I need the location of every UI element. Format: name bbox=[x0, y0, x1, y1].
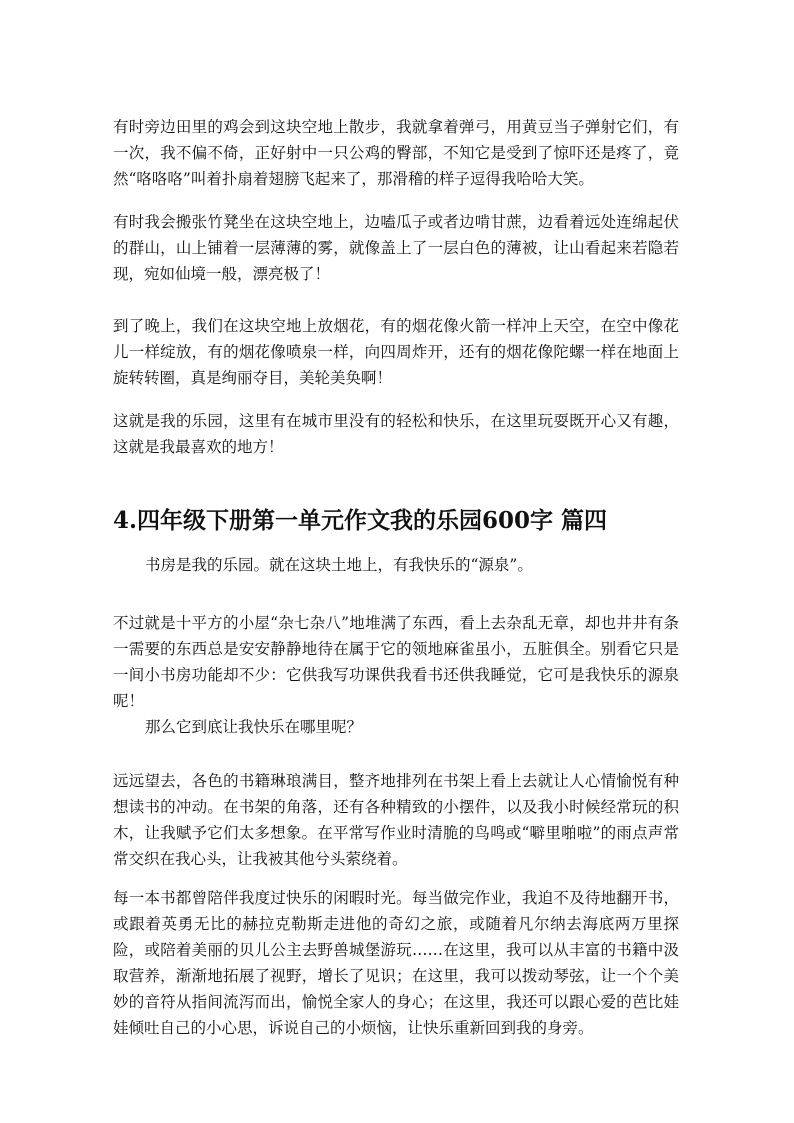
section-heading: 4.四年级下册第一单元作文我的乐园600字 篇四 bbox=[113, 507, 608, 534]
paragraph-question: 那么它到底让我快乐在哪里呢？ bbox=[145, 718, 363, 736]
paragraph-bookshelf: 远远望去，各色的书籍琳琅满目，整齐地排列在书架上看上去就让人心情愉悦有种想读书的冲动。在书架的角落，还有各种精致的小摆件，以及我小时候经常玩的积木，让我赋予它们太多想象。在平常写作业时清脆的鸟鸣或“噼里啪啦”的雨点声常常交织在我心头，让我被其他兮头萦绕着。 bbox=[113, 772, 679, 868]
paragraph-chicken: 有时旁边田里的鸡会到这块空地上散步，我就拿着弹弓，用黄豆当子弹射它们，有一次，我不偏不倚，正好射中一只公鸡的臀部，不知它是受到了惊吓还是疼了，竟然“咯咯咯”叫着扑扇着翅膀飞起来了，那滑稽的样子逗得我哈哈大笑。 bbox=[113, 118, 679, 188]
paragraph-reading: 每一本书都曾陪伴我度过快乐的闲暇时光。每当做完作业，我迫不及待地翻开书，或跟着英勇无比的赫拉克勒斯走进他的奇幻之旅，或随着凡尔纳去海底两万里探险，或陪着美丽的贝儿公主去野兽城堡游玩……在这里，我可以从丰富的书籍中汲取营养，渐渐地拓展了视野，增长了见识；在这里，我可以拨动琴弦，让一个个美妙的音符从指间流泻而出，愉悦全家人的身心；在这里，我还可以跟心爱的芭比娃娃倾吐自己的小心思，诉说自己的小烦恼，让快乐重新回到我的身旁。 bbox=[113, 889, 679, 1037]
paragraph-mountains: 有时我会搬张竹凳坐在这块空地上，边嗑瓜子或者边啃甘蔗，边看着远处连绵起伏的群山，山上铺着一层薄薄的雾，就像盖上了一层白色的薄被，让山看起来若隐若现，宛如仙境一般，漂亮极了！ bbox=[113, 213, 679, 283]
paragraph-conclusion: 这就是我的乐园，这里有在城市里没有的轻松和快乐，在这里玩耍既开心又有趣，这就是我最喜欢的地方！ bbox=[113, 412, 679, 456]
paragraph-study-intro: 书房是我的乐园。就在这块土地上，有我快乐的“源泉”。 bbox=[145, 556, 533, 574]
paragraph-fireworks: 到了晚上，我们在这块空地上放烟花，有的烟花像火箭一样冲上天空，在空中像花儿一样绽放，有的烟花像喷泉一样，向四周炸开，还有的烟花像陀螺一样在地面上旋转转圈，真是绚丽夺目，美轮美奂啊！ bbox=[113, 317, 679, 387]
paragraph-study-room: 不过就是十平方的小屋“杂七杂八”地堆满了东西，看上去杂乱无章，却也井井有条一需要的东西总是安安静静地待在属于它的领地麻雀虽小，五脏俱全。别看它只是一间小书房功能却不少：它供我写功课供我看书还供我睡觉，它可是我快乐的源泉呢！ bbox=[113, 614, 679, 710]
